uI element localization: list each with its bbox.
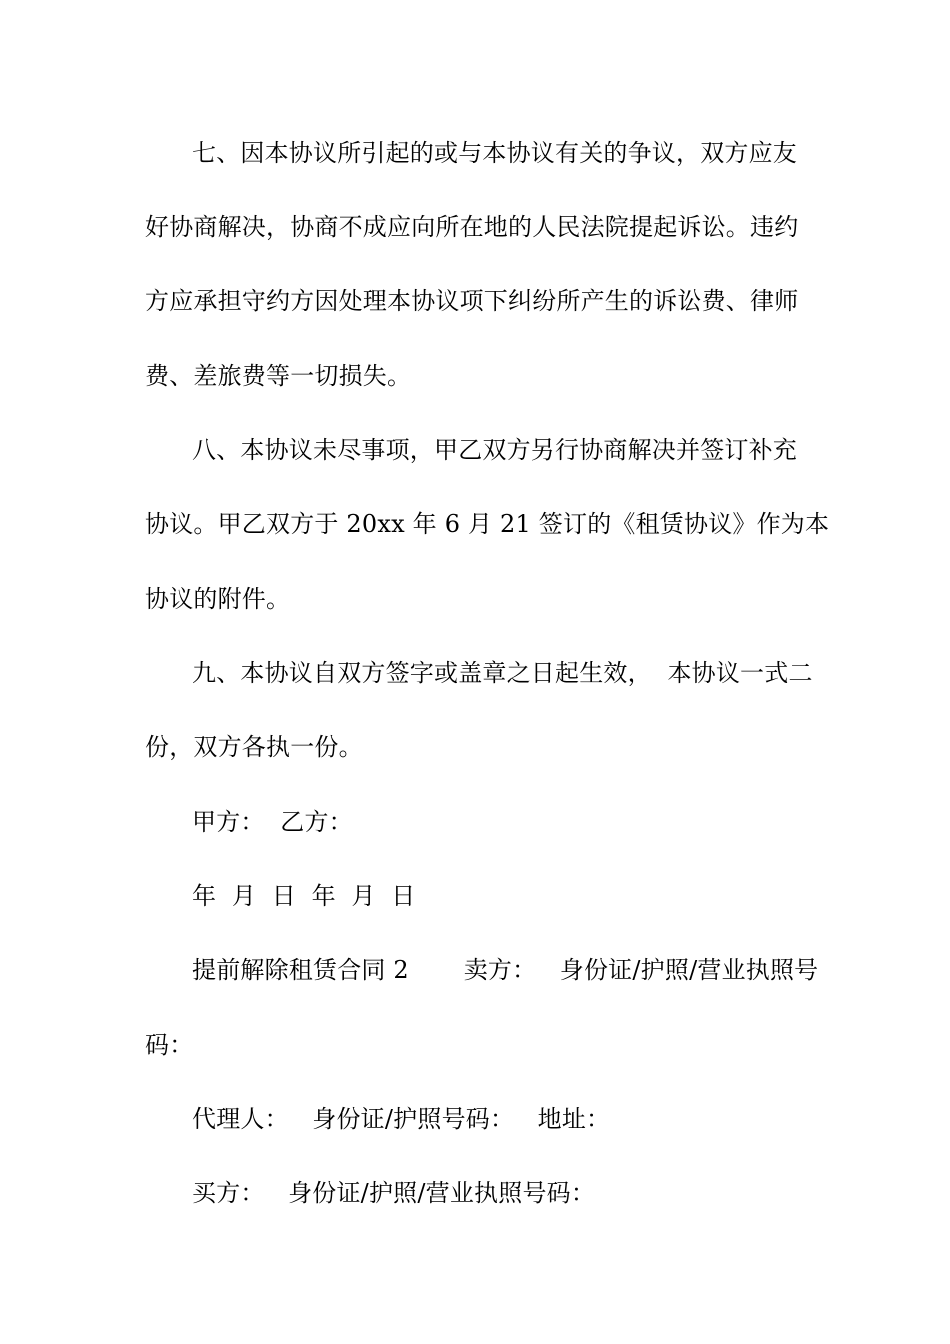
clause-9-line-1: 九、本协议自双方签字或盖章之日起生效， 本协议一式二 (192, 659, 813, 687)
clause-7-line-3: 方应承担守约方因处理本协议项下纠纷所产生的诉讼费、律师 (145, 287, 799, 315)
clause-8-line-2: 协议。甲乙双方于 20xx 年 6 月 21 签订的《租赁协议》作为本 (145, 510, 830, 538)
clause-7-line-1: 七、因本协议所引起的或与本协议有关的争议，双方应友 (192, 139, 797, 167)
clause-8-line-3: 协议的附件。 (145, 585, 291, 613)
clause-8-line-1: 八、本协议未尽事项，甲乙双方另行协商解决并签订补充 (192, 436, 797, 464)
clause-9-line-2: 份，双方各执一份。 (145, 733, 363, 761)
date-line: 年 月 日 年 月 日 (192, 882, 416, 910)
clause-7-line-2: 好协商解决，协商不成应向所在地的人民法院提起诉讼。违约 (145, 213, 799, 241)
buyer-line: 买方： 身份证/护照/营业执照号码： (192, 1179, 596, 1207)
clause-7-line-4: 费、差旅费等一切损失。 (145, 362, 412, 390)
contract-2-heading-line-2: 码： (145, 1031, 194, 1059)
party-signature-line: 甲方： 乙方： (192, 808, 353, 836)
contract-2-heading-line: 提前解除租赁合同 2 卖方： 身份证/护照/营业执照号 (192, 956, 819, 984)
agent-line: 代理人： 身份证/护照号码： 地址： (192, 1105, 611, 1133)
